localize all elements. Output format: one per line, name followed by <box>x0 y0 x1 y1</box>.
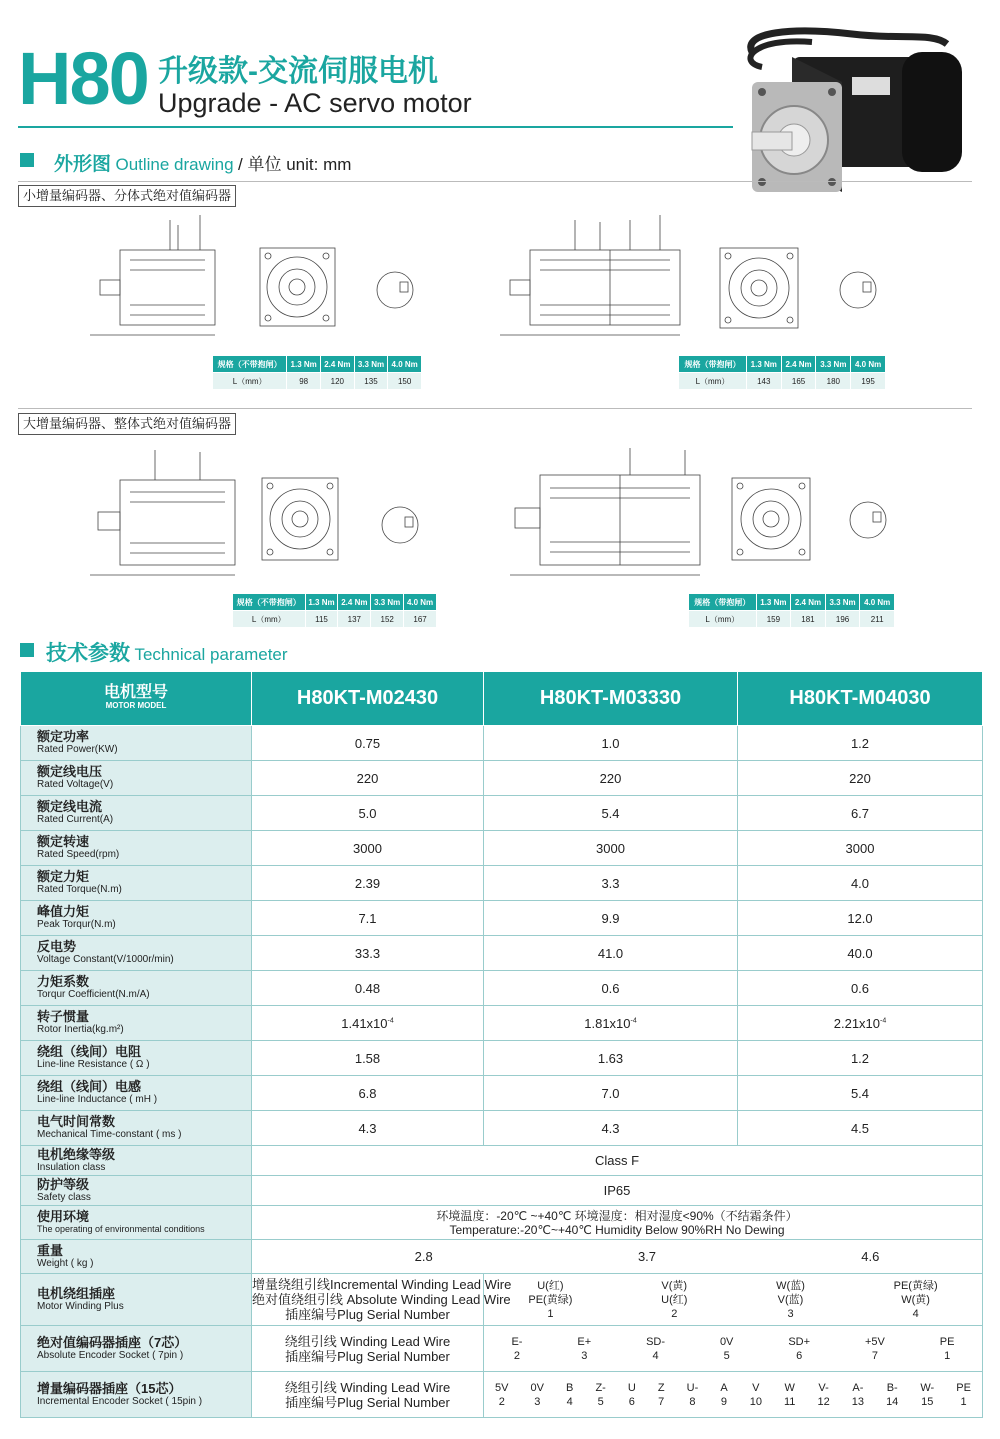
param-rows <box>21 726 983 1146</box>
pin-cell: B 4 <box>566 1381 574 1408</box>
tech-title-cn: 技术参数 <box>46 642 130 665</box>
table-row: 防护等级 Safety class IP65 <box>21 1176 983 1206</box>
pin-cell: W- 15 <box>920 1381 935 1408</box>
pin-cell: U- 8 <box>686 1381 699 1408</box>
outline-title-en: Outline drawing <box>115 155 234 174</box>
model-col-3: H80KT-M04030 <box>738 672 983 726</box>
pin-cell: W 11 <box>784 1381 796 1408</box>
pin-cell: V 10 <box>749 1381 762 1408</box>
outline-drawing-2 <box>470 210 910 350</box>
pin-cell: A 9 <box>720 1381 728 1408</box>
pin-cell: Z- 5 <box>595 1381 606 1408</box>
pin-cell: U 6 <box>627 1381 636 1408</box>
header-divider <box>18 126 733 128</box>
pin-cell: 0V 3 <box>530 1381 544 1408</box>
table-header-row <box>21 672 983 726</box>
outline-unit: / 单位 unit: mm <box>238 155 352 174</box>
table-row: 电机绝缘等级 Insulation class Class F <box>21 1146 983 1176</box>
table-row: 转子惯量 Rotor Inertia(kg.m²) $1.41x10^{-4}$ $1.81x10^{-4}$ $2.21x10^{-4}$ <box>21 1006 983 1041</box>
table-row: 使用环境 The operating of environmental conditions 环境温度：-20℃ ~+40℃ 环境湿度：相对湿度<90%（不结霜条件） Temperature:-20℃~+40℃ Humidity Below 90%RH No Dewing <box>21 1206 983 1240</box>
pin-cell: SD- 4 <box>646 1335 666 1362</box>
table-row: 额定转速 Rated Speed(rpm) 3000 3000 3000 <box>21 831 983 866</box>
section-marker <box>20 643 34 657</box>
length-table-1: 规格（不带抱闸） 1.3 Nm 2.4 Nm 3.3 Nm 4.0 Nm L（mm） 98 120 135 150 <box>212 355 422 390</box>
outline-drawing-3 <box>50 440 430 590</box>
length-table-3: 规格（不带抱闸） 1.3 Nm 2.4 Nm 3.3 Nm 4.0 Nm L（mm） 115 137 152 167 <box>232 593 437 628</box>
outline-heading <box>54 149 351 176</box>
model-col-1: H80KT-M02430 <box>252 672 484 726</box>
outline-drawing-1 <box>50 210 430 350</box>
table-row: 额定线电流 Rated Current(A) 5.0 5.4 6.7 <box>21 796 983 831</box>
pin-cell: SD+ 6 <box>788 1335 811 1362</box>
table-row: 反电势 Voltage Constant(V/1000r/min) 33.3 41.0 40.0 <box>21 936 983 971</box>
table-row: 峰值力矩 Peak Torqur(N.m) 7.1 9.9 12.0 <box>21 901 983 936</box>
title-en: Upgrade - AC servo motor <box>158 88 472 118</box>
pin-cell: PE 1 <box>939 1335 955 1362</box>
pin-cell: 0V 5 <box>719 1335 734 1362</box>
pin-cell: V(黄) U(红) 2 <box>661 1279 688 1320</box>
tech-heading <box>46 637 288 667</box>
group2-label: 大增量编码器、整体式绝对值编码器 <box>18 413 236 435</box>
pin-cell: A- 13 <box>851 1381 865 1408</box>
pin-cell: V- 12 <box>817 1381 830 1408</box>
length-table-2: 规格（带抱闸） 1.3 Nm 2.4 Nm 3.3 Nm 4.0 Nm L（mm） 143 165 180 195 <box>678 355 886 390</box>
pin-cell: W(蓝) V(蓝) 3 <box>776 1279 805 1320</box>
table-row: 力矩系数 Torqur Coefficient(N.m/A) 0.48 0.6 0.6 <box>21 971 983 1006</box>
model-title: H80 <box>18 37 148 120</box>
group1-label: 小增量编码器、分体式绝对值编码器 <box>18 185 236 207</box>
pin-cell: PE(黄绿) W(黄) 4 <box>893 1279 938 1320</box>
length-table-4: 规格（带抱闸） 1.3 Nm 2.4 Nm 3.3 Nm 4.0 Nm L（mm） 159 181 196 211 <box>688 593 895 628</box>
tech-title-en: Technical parameter <box>134 645 288 664</box>
table-row: 额定力矩 Rated Torque(N.m) 2.39 3.3 4.0 <box>21 866 983 901</box>
pin-cell: U(红) PE(黄绿) 1 <box>528 1279 573 1320</box>
model-col-2: H80KT-M03330 <box>484 672 738 726</box>
pin-cell: Z 7 <box>657 1381 665 1408</box>
tech-table <box>20 671 983 1418</box>
pin-cell: E+ 3 <box>577 1335 592 1362</box>
section-marker <box>20 153 34 167</box>
table-row: 电机绕组插座 Motor Winding Plus 增量绕组引线Incremental Winding Lead Wire 绝对值绕组引线 Absolute Winding Lead Wire 插座编号Plug Serial Number U(红) PE(黄绿) 1 V(黄) U(红) 2 W(蓝) V(蓝) 3 PE(黄绿) W(黄) 4 <box>21 1274 983 1326</box>
pin-cell: E- 2 <box>511 1335 523 1362</box>
pin-cell: 5V 2 <box>495 1381 509 1408</box>
table-row: 额定功率 Rated Power(KW) 0.75 1.0 1.2 <box>21 726 983 761</box>
table-row: 重量 Weight ( kg ) 2.8 3.7 4.6 <box>21 1240 983 1274</box>
table-row: 绝对值编码器插座（7芯） Absolute Encoder Socket ( 7pin ) 绕组引线 Winding Lead Wire 插座编号Plug Serial Number E- 2 E+ 3 SD- 4 0V 5 SD+ 6 +5V 7 PE 1 <box>21 1326 983 1372</box>
pin-cell: B- 14 <box>886 1381 899 1408</box>
pin-cell: PE 1 <box>956 1381 971 1408</box>
model-header: 电机型号 MOTOR MODEL <box>21 672 252 726</box>
divider <box>18 408 972 409</box>
table-row: 增量编码器插座（15芯） Incremental Encoder Socket ( 15pin ) 绕组引线 Winding Lead Wire 插座编号Plug Serial Number 5V 2 0V 3 B 4 Z- 5 U 6 Z 7 U- 8 A 9 V 10 W 11 V- 12 A- 13 B- 14 W- 15 PE 1 <box>21 1372 983 1418</box>
pin-cell: +5V 7 <box>864 1335 885 1362</box>
divider <box>18 181 972 182</box>
motor-photo <box>732 22 972 202</box>
outline-title-cn: 外形图 <box>54 154 112 175</box>
table-row: 额定线电压 Rated Voltage(V) 220 220 220 <box>21 761 983 796</box>
table-row: 绕组（线间）电阻 Line-line Resistance ( Ω ) 1.58 1.63 1.2 <box>21 1041 983 1076</box>
outline-drawing-4 <box>470 440 910 590</box>
table-row: 绕组（线间）电感 Line-line Inductance ( mH ) 6.8 7.0 5.4 <box>21 1076 983 1111</box>
table-row: 电气时间常数 Mechanical Time-constant ( ms ) 4.3 4.3 4.5 <box>21 1111 983 1146</box>
title-cn: 升级款-交流伺服电机 <box>158 55 438 88</box>
